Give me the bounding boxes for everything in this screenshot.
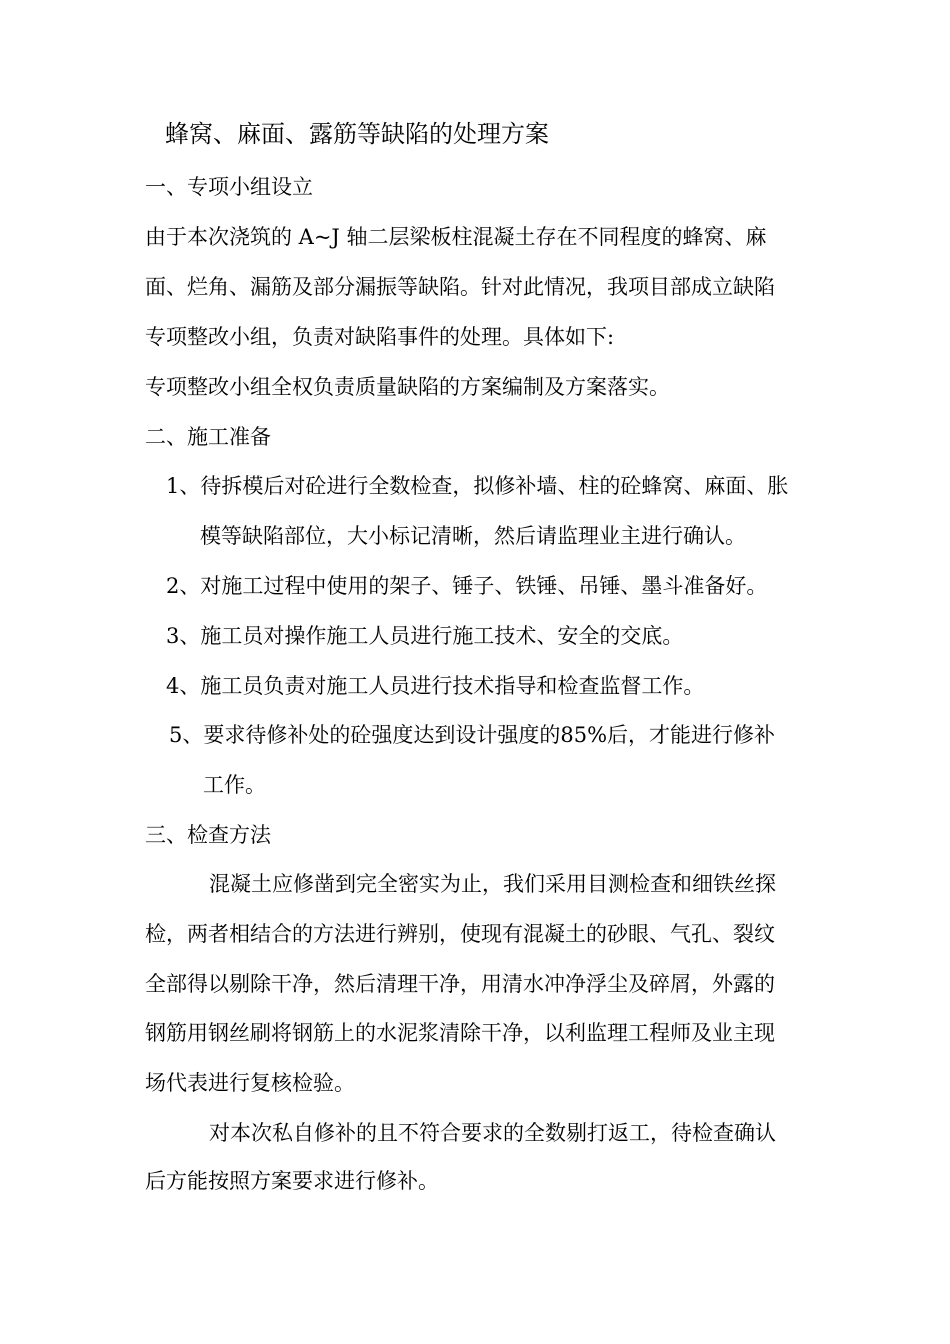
section-3-para1-line1: 混凝土应修凿到完全密实为止，我们采用目测检查和细铁丝探 xyxy=(209,872,776,896)
section-3-para1-line4: 钢筋用钢丝刷将钢筋上的水泥浆清除干净，以利监理工程师及业主现 xyxy=(145,1021,775,1045)
section-1-para1-line3: 专项整改小组，负责对缺陷事件的处理。具体如下: xyxy=(145,325,615,349)
section-1-para1-line2: 面、烂角、漏筋及部分漏振等缺陷。针对此情况，我项目部成立缺陷 xyxy=(145,275,775,299)
section-2-heading: 二、施工准备 xyxy=(145,425,271,449)
section-3-heading: 三、检查方法 xyxy=(145,823,271,847)
section-2-item-4: 4、施工员负责对施工人员进行技术指导和检查监督工作。 xyxy=(166,674,705,698)
section-2-item-5-line1: 5、要求待修补处的砼强度达到设计强度的85%后，才能进行修补 xyxy=(169,723,776,747)
section-1-para2: 专项整改小组全权负责质量缺陷的方案编制及方案落实。 xyxy=(145,375,670,399)
section-2-item-1-line2: 模等缺陷部位，大小标记清晰，然后请监理业主进行确认。 xyxy=(200,524,746,548)
section-3-para1-line5: 场代表进行复核检验。 xyxy=(145,1071,355,1095)
section-3-para1-line3: 全部得以剔除干净，然后清理干净，用清水冲净浮尘及碎屑，外露的 xyxy=(145,972,775,996)
section-2-item-5-line2: 工作。 xyxy=(203,773,266,797)
section-3-para1-line2: 检，两者相结合的方法进行辨别，使现有混凝土的砂眼、气孔、裂纹 xyxy=(145,922,775,946)
section-2-item-1-line1: 1、待拆模后对砼进行全数检查，拟修补墙、柱的砼蜂窝、麻面、胀 xyxy=(166,474,789,498)
document-title: 蜂窝、麻面、露筋等缺陷的处理方案 xyxy=(165,120,549,148)
section-2-item-2: 2、对施工过程中使用的架子、锤子、铁锤、吊锤、墨斗准备好。 xyxy=(166,574,768,598)
section-3-para2-line1: 对本次私自修补的且不符合要求的全数剔打返工，待检查确认 xyxy=(209,1121,776,1145)
section-1-heading: 一、专项小组设立 xyxy=(145,175,313,199)
section-3-para2-line2: 后方能按照方案要求进行修补。 xyxy=(145,1169,439,1193)
section-2-item-3: 3、施工员对操作施工人员进行施工技术、安全的交底。 xyxy=(166,624,684,648)
section-1-para1-line1: 由于本次浇筑的 A~J 轴二层梁板柱混凝土存在不同程度的蜂窝、麻 xyxy=(145,225,767,249)
